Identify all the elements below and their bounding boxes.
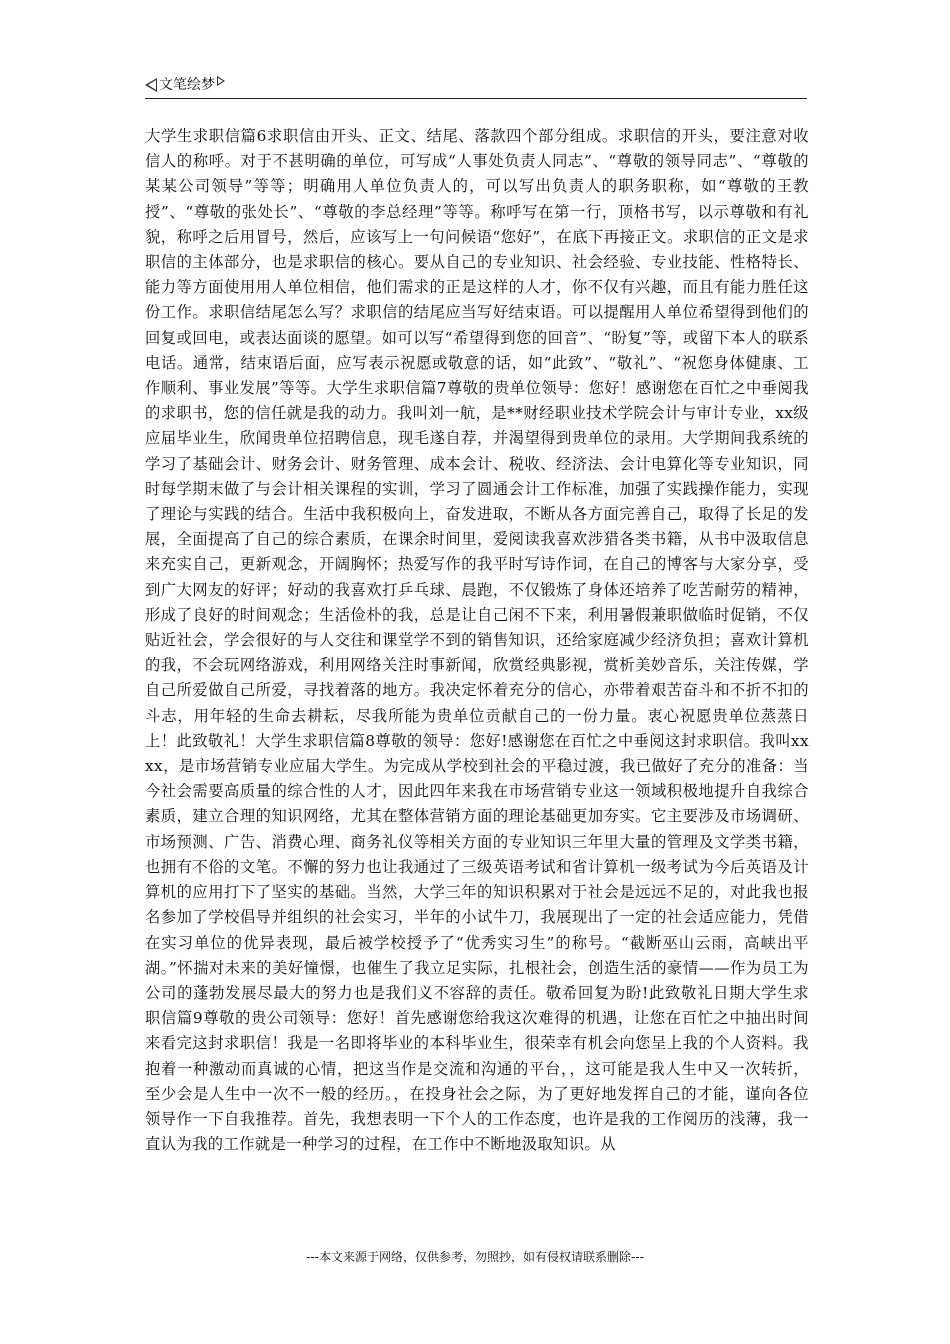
header-brand [145, 74, 225, 94]
document-body: 大学生求职信篇6求职信由开头、正文、结尾、落款四个部分组成。求职信的开头，要注意对收信人的称呼。对于不甚明确的单位，可写成“人事处负责人同志”、“尊敬的领导同志”、“尊敬的某某公司领导”等等；明确用人单位负责人的，可以写出负责人的职务职称，如“尊敬的王教授”、“尊敬的张处长”、“尊敬的李总经理”等等。称呼写在第一行，顶格书写，以示尊敬和有礼貌，称呼之后用冒号，然后，应该写上一句问候语“您好”，在底下再接正文。求职信的正文是求职信的主体部分，也是求职信的核心。要从自己的专业知识、社会经验、专业技能、性格特长、能力等方面使用用人单位相信，他们需求的正是这样的人才，你不仅有兴趣，而且有能力胜任这份工作。求职信结尾怎么写？求职信的结尾应当写好结束语。可以提醒用人单位希望得到他们的回复或回电，或表达面谈的愿望。如可以写“希望得到您的回音”、“盼复”等，或留下本人的联系电话。通常，结束语后面，应写表示祝愿或敬意的话，如“此致”、“敬礼”、“祝您身体健康、工作顺利、事业发展”等等。大学生求职信篇7尊敬的贵单位领导：您好！感谢您在百忙之中垂阅我的求职书，您的信任就是我的动力。我叫刘一航，是**财经职业技术学院会计与审计专业，xx级应届毕业生，欣闻贵单位招聘信息，现毛遂自荐，并渴望得到贵单位的录用。大学期间我系统的学习了基础会计、财务会计、财务管理、成本会计、税收、经济法、会计电算化等专业知识，同时每学期末做了与会计相关课程的实训，学习了圆通会计工作标准，加强了实践操作能力，实现了理论与实践的结合。生活中我积极向上，奋发进取，不断从各方面完善自己，取得了长足的发展，全面提高了自己的综合素质，在课余时间里，爱阅读我喜欢涉猎各类书籍，从书中汲取信息来充实自己，更新观念，开阔胸怀；热爱写作的我平时写诗作词，在自己的博客与大家分享，受到广大网友的好评；好动的我喜欢打乒乓球、晨跑，不仅锻炼了身体还培养了吃苦耐劳的精神，形成了良好的时间观念；生活俭朴的我，总是让自己闲不下来，利用暑假兼职做临时促销，不仅贴近社会，学会很好的与人交往和课堂学不到的销售知识，还给家庭减少经济负担；喜欢计算机的我，不会玩网络游戏，利用网络关注时事新闻，欣赏经典影视，赏析美妙音乐，关注传媒，学自己所爱做自己所爱，寻找着落的地方。我决定怀着充分的信心，亦带着艰苦奋斗和不折不扣的斗志，用年轻的生命去耕耘，尽我所能为贵单位贡献自己的一份力量。衷心祝愿贵单位蒸蒸日上！此致敬礼！大学生求职信篇8尊敬的领导：您好!感谢您在百忙之中垂阅这封求职信。我叫xxxx，是市场营销专业应届大学生。为完成从学校到社会的平稳过渡，我已做好了充分的准备：当今社会需要高质量的综合性的人才，因此四年来我在市场营销专业这一领域积极地提升自我综合素质，建立合理的知识网络，尤其在整体营销方面的理论基础更加夯实。它主要涉及市场调研、市场预测、广告、消费心理、商务礼仪等相关方面的专业知识三年里大量的管理及文学类书籍，也拥有不俗的文笔。不懈的努力也让我通过了三级英语考试和省计算机一级考试为今后英语及计算机的应用打下了坚实的基础。当然，大学三年的知识积累对于社会是远远不足的，对此我也报名参加了学校倡导并组织的社会实习，半年的小试牛刀，我展现出了一定的社会适应能力，凭借在实习单位的优异表现，最后被学校授予了“优秀实习生”的称号。“截断巫山云雨，高峡出平湖。”怀揣对未来的美好憧憬，也催生了我立足实际，扎根社会，创造生活的豪情——作为员工为公司的蓬勃发展尽最大的努力也是我们义不容辞的责任。敬希回复为盼!此致敬礼日期大学生求职信篇9尊敬的贵公司领导：您好！首先感谢您给我这次难得的机遇，让您在百忙之中抽出时间来看完这封求职信！我是一名即将毕业的本科毕业生，很荣幸有机会向您呈上我的个人资料。我抱着一种激动而真诚的心情，把这当作是交流和沟通的平台，，这可能是我人生中又一次转折，至少会是人生中一次不一般的经历。，在投身社会之际，为了更好地发挥自己的才能，谨向各位领导作一下自我推荐。首先，我想表明一下个人的工作态度，也许是我的工作阅历的浅薄，我一直认为我的工作就是一种学习的过程，在工作中不断地汲取知识。从 [145, 127, 809, 1154]
header-title: 文笔绘梦 [159, 77, 215, 93]
left-triangle-icon [145, 78, 157, 92]
footer-disclaimer: ---本文来源于网络，仅供参考，勿照抄，如有侵权请联系删除--- [306, 1250, 644, 1264]
page-header [145, 72, 807, 99]
right-triangle-icon [217, 76, 225, 86]
